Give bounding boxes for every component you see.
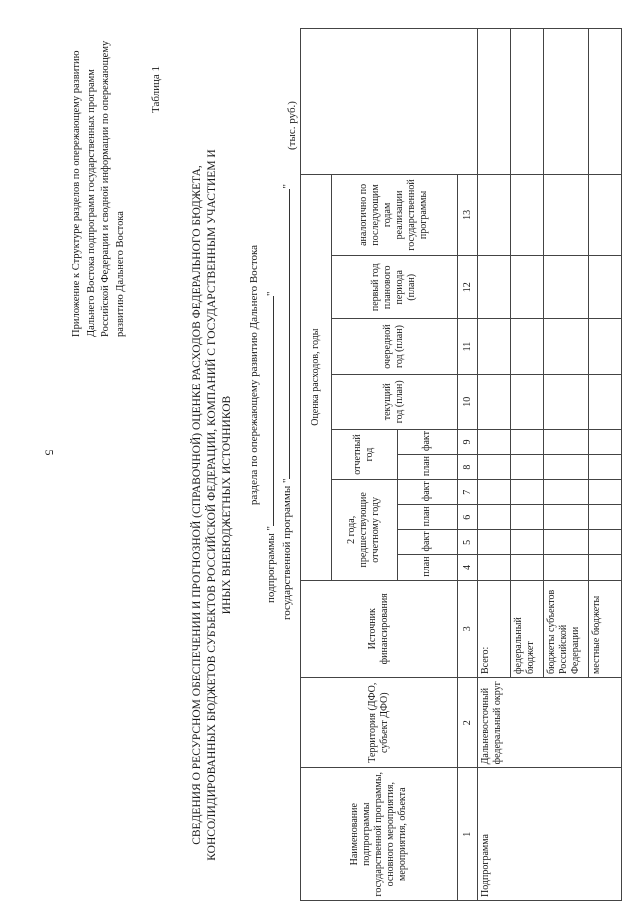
- header-fact: факт: [397, 429, 457, 454]
- page-number: 5: [42, 449, 57, 456]
- empty-cell: [301, 29, 478, 175]
- program-line: [278, 140, 293, 620]
- subprogram-label: подпрограммы ": [265, 526, 277, 603]
- column-number: 5: [458, 530, 478, 555]
- section-line: раздела по опережающему развитию Дальнего Востока: [248, 244, 260, 506]
- column-number: 13: [458, 174, 478, 255]
- column-number: 6: [458, 505, 478, 530]
- source-total: Всего:: [477, 580, 510, 677]
- units-label: (тыс. руб.): [286, 101, 298, 150]
- header-next-year: очередной год (план): [331, 319, 457, 374]
- header-territory: Территория (ДФО, субъект ДФО): [301, 678, 458, 768]
- document-title: СВЕДЕНИЯ О РЕСУРСНОМ ОБЕСПЕЧЕНИИ И ПРОГНОЗНОЙ (СПРАВОЧНОЙ) ОЦЕНКЕ РАСХОДОВ ФЕДЕРАЛЬНОГО БЮДЖЕТА, КОНСОЛИДИРОВАННЫХ БЮДЖЕТОВ СУБЪЕКТОВ РОССИЙСКОЙ ФЕДЕРАЦИИ, КОМПАНИЙ С ГОСУДАРСТВЕННЫМ УЧАСТИЕМ И ИНЫХ ВНЕБЮДЖЕТНЫХ ИСТОЧНИКОВ: [191, 149, 233, 861]
- source-regional: бюджеты субъектов Российской Федерации: [543, 580, 588, 677]
- source-federal: федеральный бюджет: [510, 580, 543, 677]
- header-plan: план: [397, 455, 457, 480]
- header-name: Наименование подпрограммы государственной программы, основного мероприятия, мероприятия, объекта: [301, 768, 458, 901]
- column-number: 11: [458, 319, 478, 374]
- source-local: местные бюджеты: [588, 580, 621, 677]
- header-report-year: отчетный год: [331, 429, 397, 479]
- header-fact: факт: [397, 480, 457, 505]
- expenses-table: [300, 28, 622, 901]
- program-label: государственной программы ": [281, 478, 293, 620]
- column-number: 7: [458, 480, 478, 505]
- row-territory: Дальневосточный федеральный округ: [477, 678, 621, 768]
- row-name: Подпрограмма: [477, 768, 621, 901]
- blank-field: [262, 296, 274, 526]
- header-source: Источник финансирования: [301, 580, 458, 677]
- column-number: 10: [458, 374, 478, 429]
- column-number: 3: [458, 580, 478, 677]
- column-number: 2: [458, 678, 478, 768]
- subprogram-line: [262, 203, 277, 603]
- table-label: Таблица 1: [150, 65, 162, 113]
- column-number: 1: [458, 768, 478, 901]
- header-first-plan-year: первый год планового периода (план): [331, 256, 457, 319]
- blank-field: [278, 189, 290, 479]
- header-plan: план: [397, 555, 457, 580]
- header-fact: факт: [397, 530, 457, 555]
- header-two-years: 2 года, предшествующие отчетному году: [331, 480, 397, 580]
- column-number: 4: [458, 555, 478, 580]
- closing-quote: ": [265, 291, 277, 296]
- closing-quote: ": [281, 184, 293, 189]
- appendix-note: Приложение к Структуре разделов по опережающему развитию Дальнего Востока подпрограмм государственных программ Российской Федерации и сводной информации по опережающему развитию Дальнего Востока: [71, 40, 126, 337]
- header-subsequent: аналогично по последующим годам реализации государственной программы: [331, 174, 457, 255]
- header-estimate: Оценка расходов, годы: [301, 174, 332, 580]
- column-number: 12: [458, 256, 478, 319]
- header-current-year: текущий год (план): [331, 374, 457, 429]
- header-plan: план: [397, 505, 457, 530]
- column-number: 8: [458, 455, 478, 480]
- column-number: 9: [458, 429, 478, 454]
